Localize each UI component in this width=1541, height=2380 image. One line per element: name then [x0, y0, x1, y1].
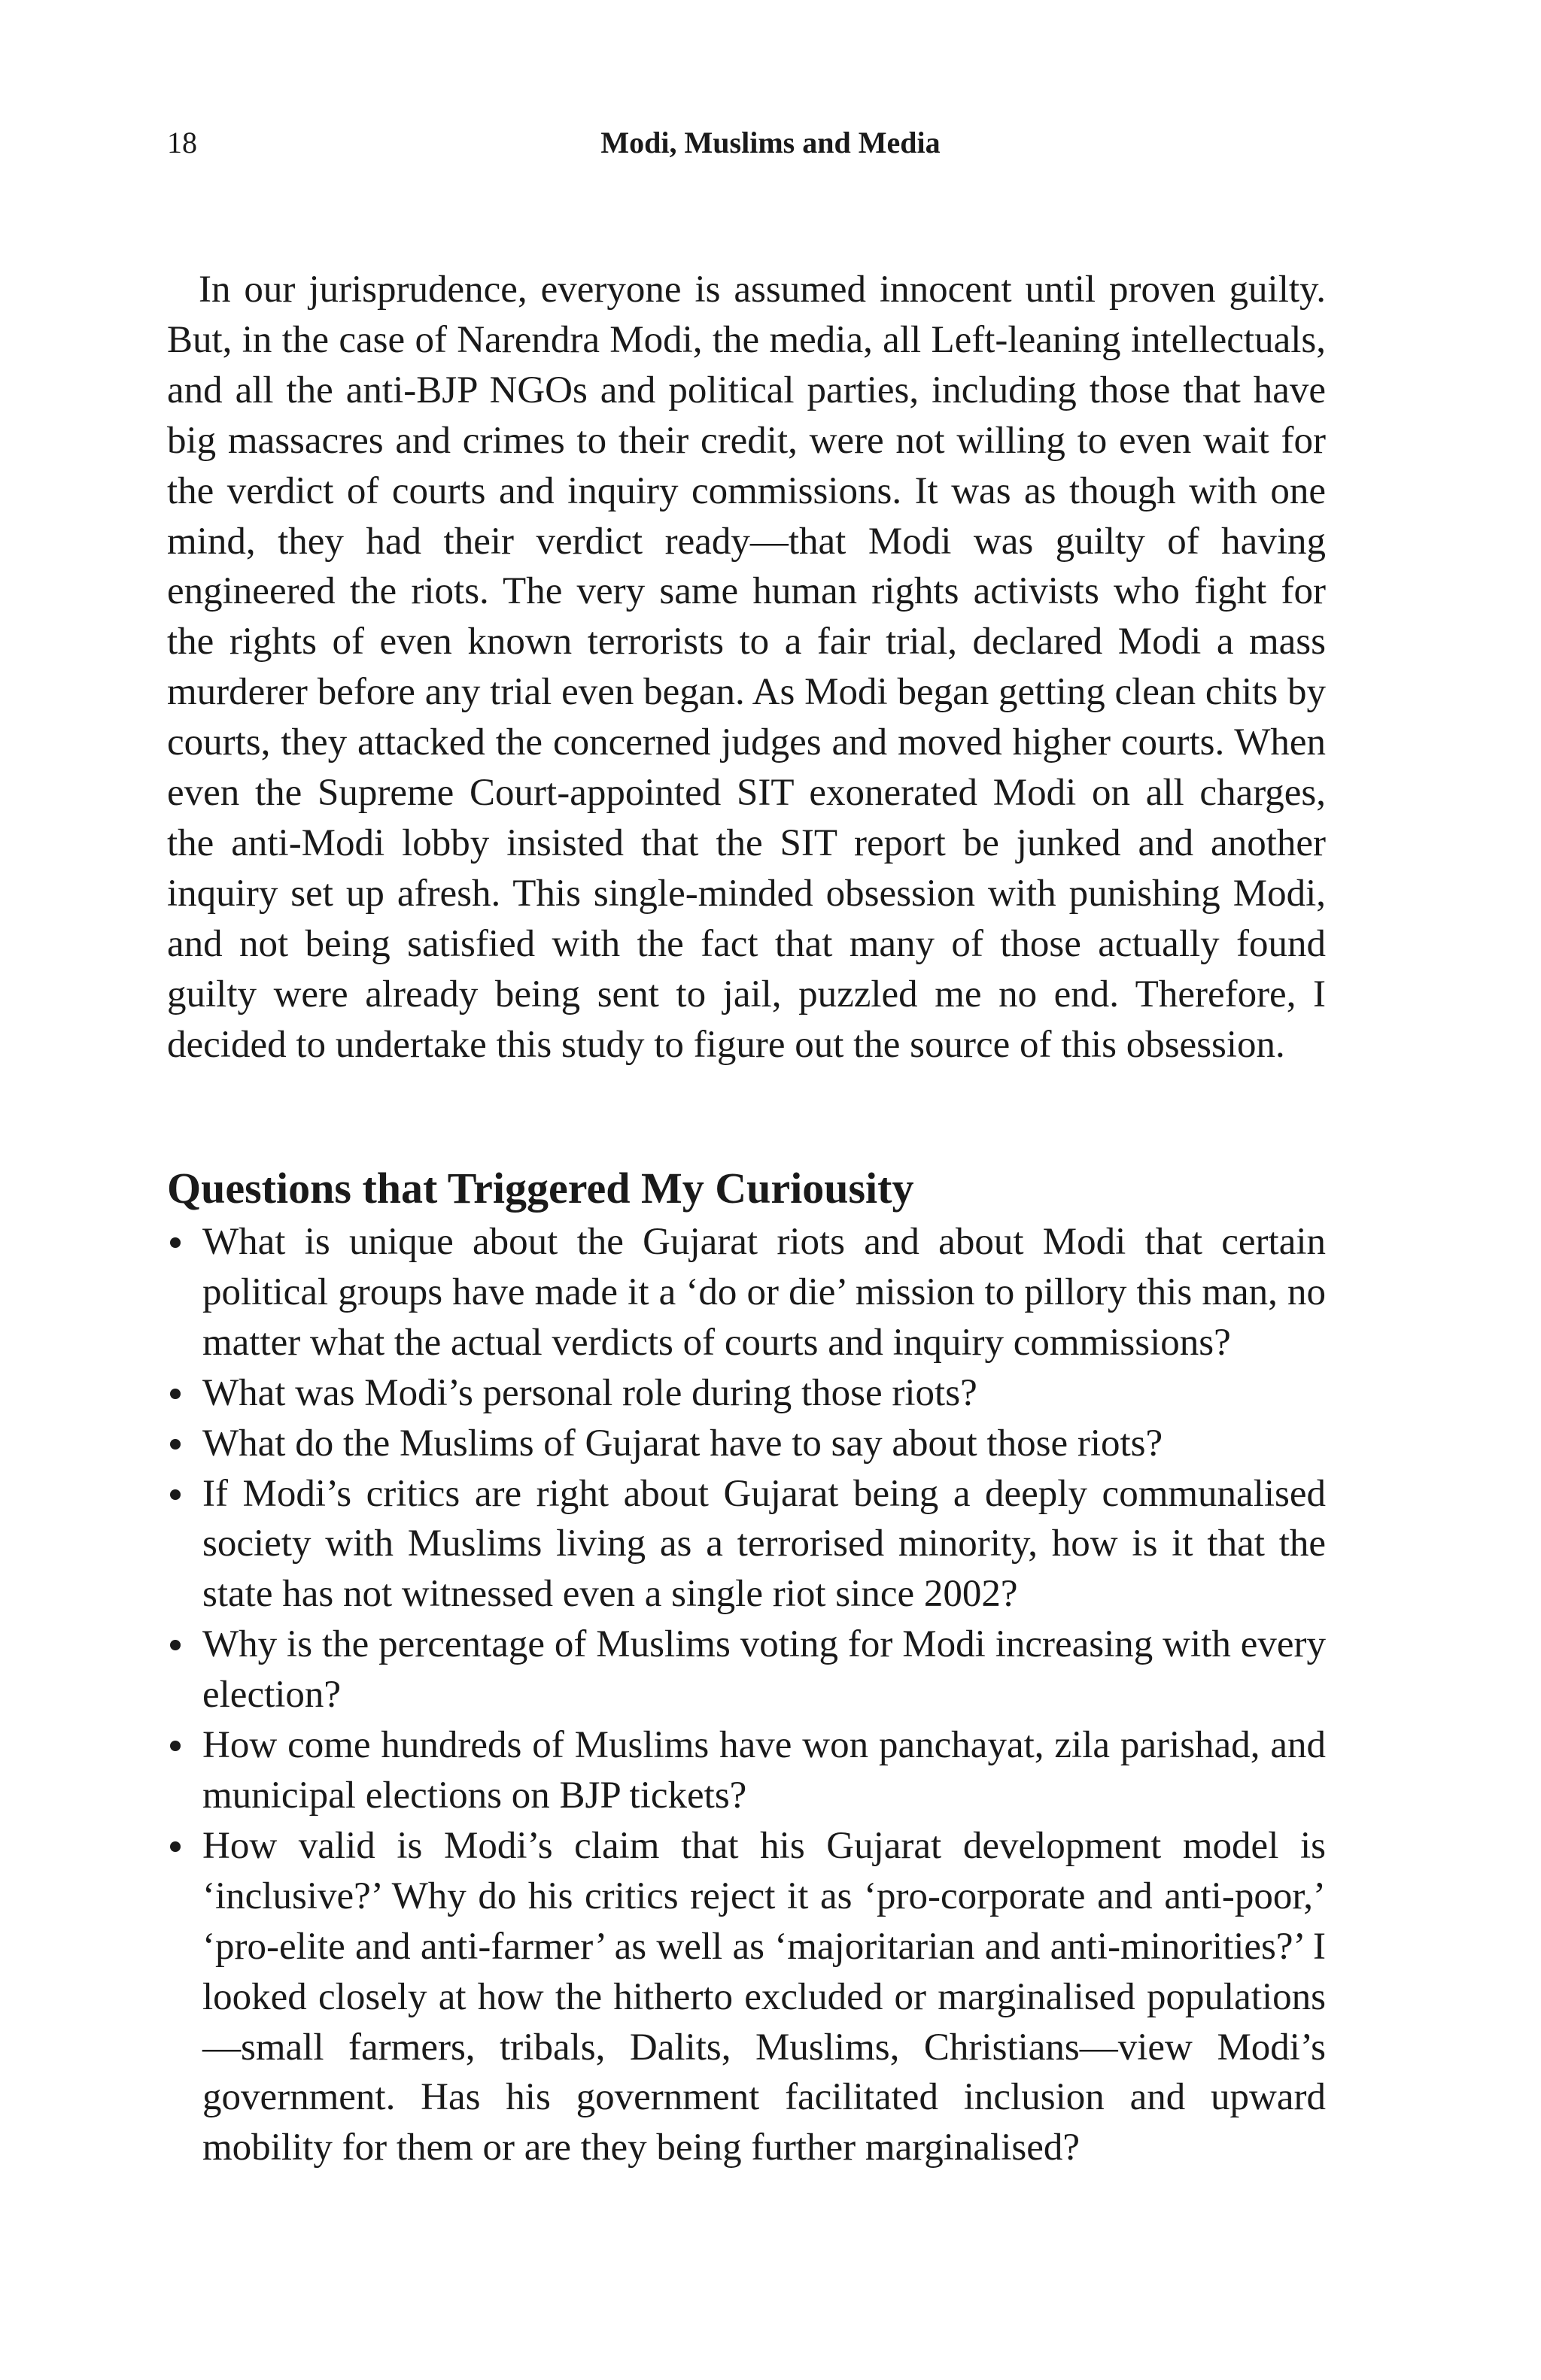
- list-item-text: What is unique about the Gujarat riots and about Modi that certain political groups have made it a ‘do or die’ mission to pillory this man, no matter what the actual verdicts of courts and inquiry commissions?: [202, 1221, 1326, 1364]
- list-item-text: What do the Muslims of Gujarat have to say about those riots?: [202, 1422, 1163, 1465]
- bullet-icon: [170, 1640, 181, 1650]
- list-item: [167, 1469, 1326, 1620]
- bullet-icon: [170, 1741, 181, 1751]
- list-item-text: How come hundreds of Muslims have won panchayat, zila parishad, and municipal elections on BJP tickets?: [202, 1724, 1326, 1817]
- question-list: [167, 1217, 1326, 2173]
- section-heading: Questions that Triggered My Curiousity: [167, 1164, 914, 1213]
- body-paragraph: In our jurisprudence, everyone is assumed innocent until proven guilty. But, in the case of Narendra Modi, the media, all Left-leaning intellectuals, and all the anti-BJP NGOs and political parties, including those that have big massacres and crimes to their credit, were not willing to even wait for the verdict of courts and inquiry commissions. It was as though with one mind, they had their verdict ready—that Modi was guilty of having engineered the riots. The very same human rights activists who fight for the rights of even known terrorists to a fair trial, declared Modi a mass murderer before any trial even began. As Modi began getting clean chits by courts, they attacked the concerned judges and moved higher courts. When even the Supreme Court-appointed SIT exonerated Modi on all charges, the anti-Modi lobby insisted that the SIT report be junked and another inquiry set up afresh. This single-minded obsession with punishing Modi, and not being satisfied with the fact that many of those actually found guilty were already being sent to jail, puzzled me no end. Therefore, I decided to undertake this study to figure out the source of this obsession.: [167, 269, 1326, 1066]
- list-item: [167, 1217, 1326, 1368]
- bullet-icon: [170, 1389, 181, 1399]
- bullet-icon: [170, 1439, 181, 1450]
- list-item-text: Why is the percentage of Muslims voting for Modi increasing with every election?: [202, 1623, 1326, 1717]
- list-item: [167, 1620, 1326, 1720]
- list-item-text: What was Modi’s personal role during those riots?: [202, 1371, 977, 1414]
- bullet-icon: [170, 1237, 181, 1248]
- running-head: [0, 120, 1541, 165]
- list-item: [167, 1821, 1326, 2173]
- list-item: [167, 1419, 1326, 1469]
- list-item: [167, 1368, 1326, 1419]
- list-item-text: How valid is Modi’s claim that his Gujarat development model is ‘inclusive?’ Why do his critics reject it as ‘pro-corporate and anti-poor,’ ‘pro-elite and anti-farmer’ as well as ‘majoritarian and anti-minorities?’ I looked closely at how the hitherto excluded or marginalised populations—small farmers, tribals, Dalits, Muslims, Christians—view Modi’s government. Has his government facilitated inclusion and upward mobility for them or are they being further marginalised?: [202, 1824, 1326, 2169]
- list-item-text: If Modi’s critics are right about Gujarat being a deeply communalised society with Muslims living as a terrorised minority, how is it that the state has not witnessed even a single riot since 2002?: [202, 1472, 1326, 1616]
- list-item: [167, 1720, 1326, 1821]
- bullet-icon: [170, 1489, 181, 1500]
- running-title: Modi, Muslims and Media: [600, 126, 941, 159]
- bullet-icon: [170, 1841, 181, 1852]
- page-number: 18: [167, 126, 197, 159]
